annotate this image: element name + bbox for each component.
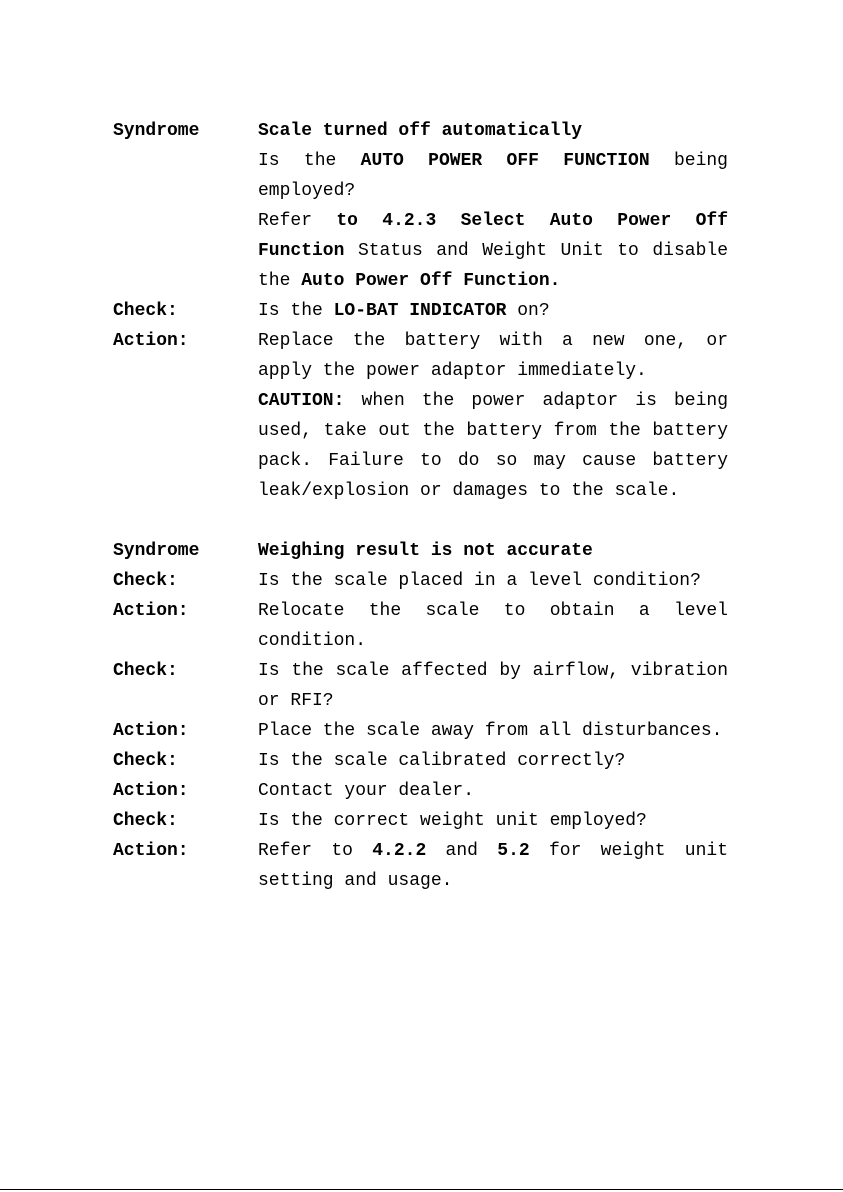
text-fragment: Is the	[258, 151, 361, 171]
text-fragment: Is the	[258, 301, 334, 321]
check-row	[113, 296, 728, 326]
text-fragment: Status and Weight Unit to disable the	[258, 241, 728, 291]
text-fragment: when the power adaptor is being used, take out the battery from the battery pack. Failure to do so may cause battery leak/explosion or damages to the scale.	[258, 391, 728, 501]
text-fragment: Refer to	[258, 841, 373, 861]
reference-row	[113, 206, 728, 296]
text-fragment: being employed?	[258, 151, 728, 201]
text-fragment: Refer	[258, 211, 337, 231]
item-text: Relocate the scale to obtain a level condition.	[258, 601, 728, 651]
caution-row	[113, 386, 728, 506]
bold-fragment: to 4.2.3 Select Auto Power Off Function	[258, 211, 729, 261]
action-label: Action:	[113, 331, 189, 351]
syndrome-label: Syndrome	[113, 121, 200, 141]
text-fragment: on?	[506, 301, 550, 321]
action-row	[113, 716, 728, 746]
item-label: Action:	[113, 841, 189, 861]
section-spacer	[113, 506, 728, 536]
bold-fragment: LO-BAT INDICATOR	[333, 301, 507, 321]
bold-fragment: AUTO POWER OFF FUNCTION	[360, 151, 650, 171]
item-text: Is the scale calibrated correctly?	[258, 751, 626, 771]
bold-fragment: 5.2	[497, 841, 530, 861]
item-text: Is the scale affected by airflow, vibration or RFI?	[258, 661, 728, 711]
question-row	[113, 146, 728, 206]
check-row	[113, 746, 728, 776]
check-label: Check:	[113, 301, 178, 321]
bold-fragment: Auto Power Off Function.	[301, 271, 561, 291]
troubleshooting-content	[113, 116, 728, 896]
check-row	[113, 806, 728, 836]
caution-text	[258, 386, 728, 506]
syndrome-title: Weighing result is not accurate	[258, 541, 593, 561]
item-text: Place the scale away from all disturbances.	[258, 721, 723, 741]
check-row	[113, 656, 728, 716]
syndrome-row	[113, 116, 728, 146]
item-text	[258, 836, 728, 896]
item-label: Action:	[113, 781, 189, 801]
action-text: Replace the battery with a new one, or apply the power adaptor immediately.	[258, 331, 728, 381]
action-row	[113, 326, 728, 386]
item-label: Action:	[113, 721, 189, 741]
bold-fragment: 4.2.2	[372, 841, 427, 861]
reference-text	[258, 206, 728, 296]
item-label: Check:	[113, 571, 178, 591]
item-text: Is the scale placed in a level condition?	[258, 571, 701, 591]
item-label: Action:	[113, 601, 189, 621]
item-text: Contact your dealer.	[258, 781, 475, 801]
action-row	[113, 596, 728, 656]
text-fragment: for weight unit setting and usage.	[258, 841, 729, 891]
action-row	[113, 776, 728, 806]
question-text	[258, 146, 728, 206]
item-text: Is the correct weight unit employed?	[258, 811, 647, 831]
syndrome-title: Scale turned off automatically	[258, 121, 583, 141]
item-label: Check:	[113, 661, 178, 681]
text-fragment: and	[426, 841, 498, 861]
caution-heading: CAUTION:	[258, 391, 345, 411]
syndrome-row	[113, 536, 728, 566]
action-row	[113, 836, 728, 896]
syndrome-label: Syndrome	[113, 541, 200, 561]
item-label: Check:	[113, 751, 178, 771]
item-label: Check:	[113, 811, 178, 831]
page-bottom-rule	[0, 1189, 843, 1190]
check-row	[113, 566, 728, 596]
check-text	[258, 296, 728, 326]
